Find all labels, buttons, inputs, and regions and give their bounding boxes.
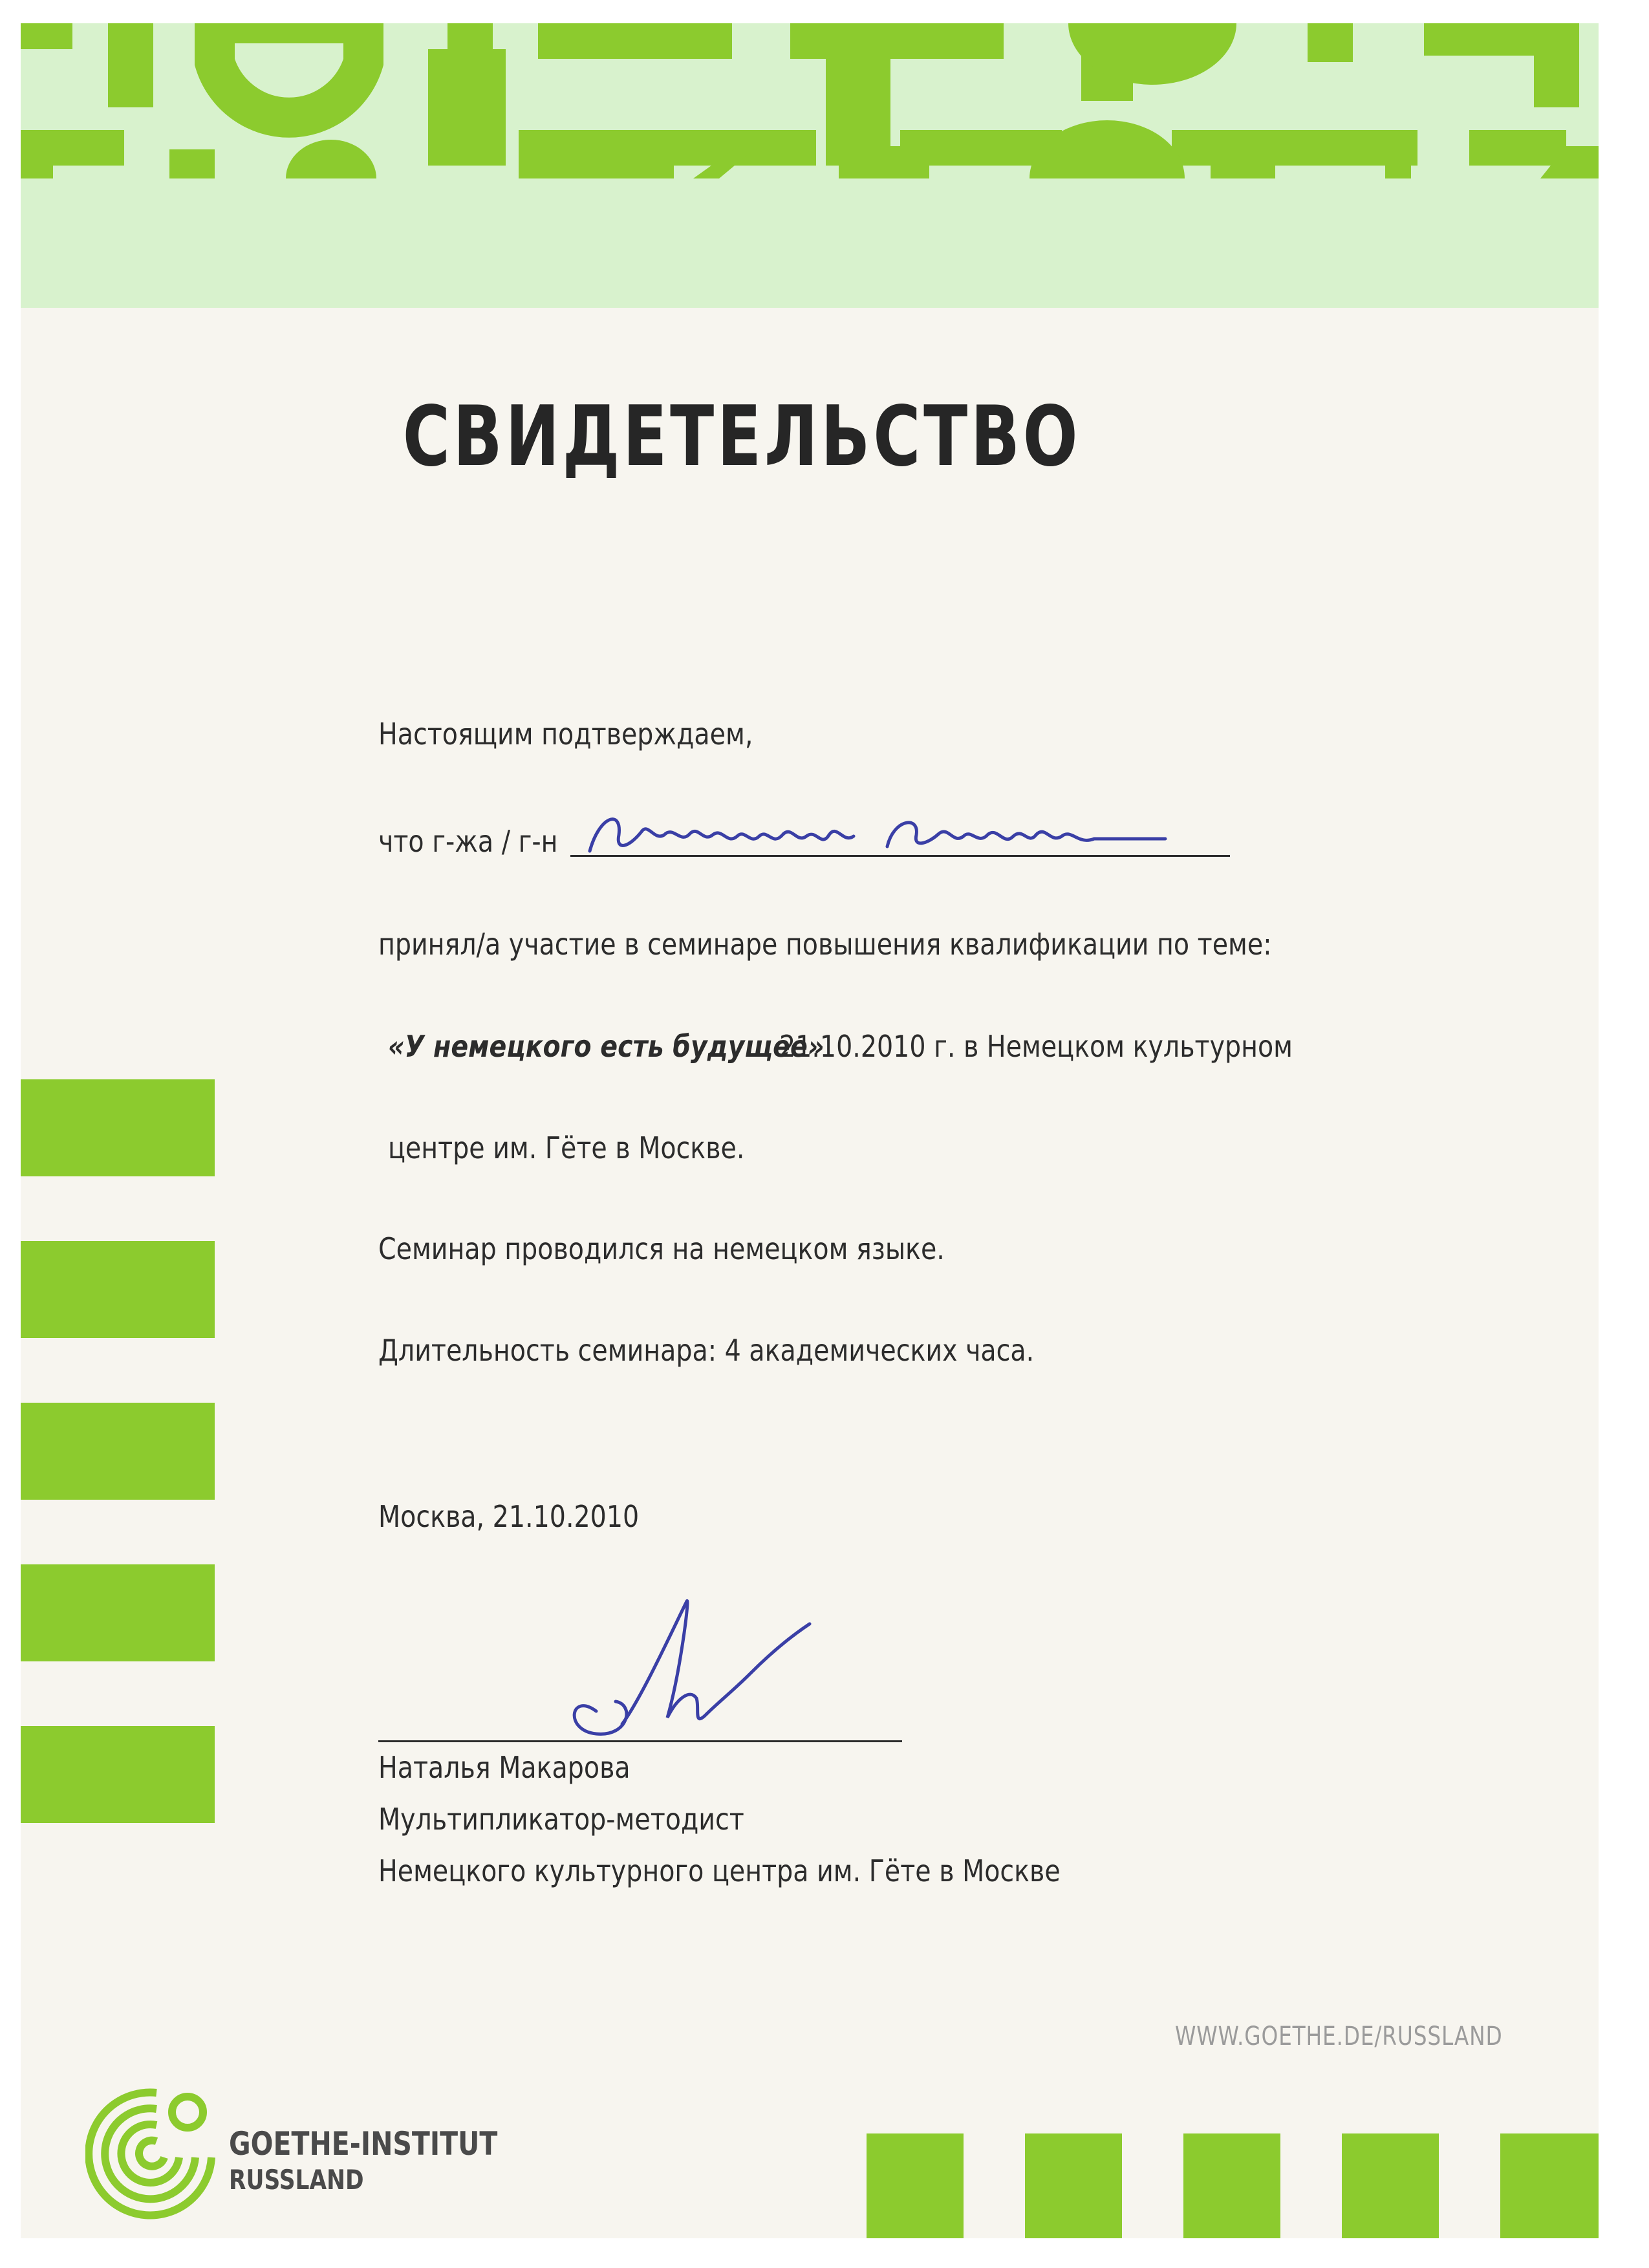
seminar-language: Семинар проводился на немецком языке. — [378, 1231, 945, 1266]
place-and-date: Москва, 21.10.2010 — [378, 1499, 640, 1534]
signatory-position: Мультипликатор-методист — [378, 1802, 744, 1837]
decorative-square — [1500, 2133, 1599, 2238]
logo-text-institute: GOETHE-INSTITUT — [229, 2125, 498, 2163]
signatory-organization: Немецкого культурного центра им. Гёте в Москве — [378, 1853, 1061, 1888]
decorative-square — [21, 1079, 215, 1176]
intro-text: Настоящим подтверждаем, — [378, 717, 753, 751]
signature-line — [378, 1740, 902, 1742]
certificate-sheet — [21, 23, 1599, 2238]
seminar-date-place-line1: 21.10.2010 г. в Немецком культурном — [779, 1029, 1293, 1064]
recipient-label: что г-жа / г-н — [378, 824, 558, 859]
seminar-topic: «У немецкого есть будущее» — [388, 1029, 824, 1064]
decorative-square — [867, 2133, 964, 2238]
decorative-letter-pattern — [21, 23, 1599, 308]
decorative-square — [21, 1726, 215, 1823]
participation-text: принял/а участие в семинаре повышения квалификации по теме: — [378, 927, 1272, 962]
decorative-square — [1183, 2133, 1280, 2238]
header-band — [21, 23, 1599, 308]
seminar-date-place-line2: центре им. Гёте в Москве. — [388, 1130, 745, 1165]
certificate-title: СВИДЕТЕЛЬСТВО — [402, 389, 1081, 485]
seminar-duration: Длительность семинара: 4 академических часа. — [378, 1333, 1035, 1368]
goethe-logo-icon — [85, 2073, 234, 2222]
website-url: WWW.GOETHE.DE/RUSSLAND — [1175, 2022, 1503, 2051]
decorative-square — [21, 1403, 215, 1500]
decorative-square — [21, 1564, 215, 1661]
decorative-square — [1025, 2133, 1122, 2238]
decorative-square — [21, 1241, 215, 1338]
recipient-handwritten-name — [583, 796, 1178, 867]
signature — [557, 1575, 829, 1756]
signatory-name: Наталья Макарова — [378, 1750, 630, 1785]
logo-text-country: RUSSLAND — [229, 2164, 364, 2196]
decorative-square — [1342, 2133, 1439, 2238]
